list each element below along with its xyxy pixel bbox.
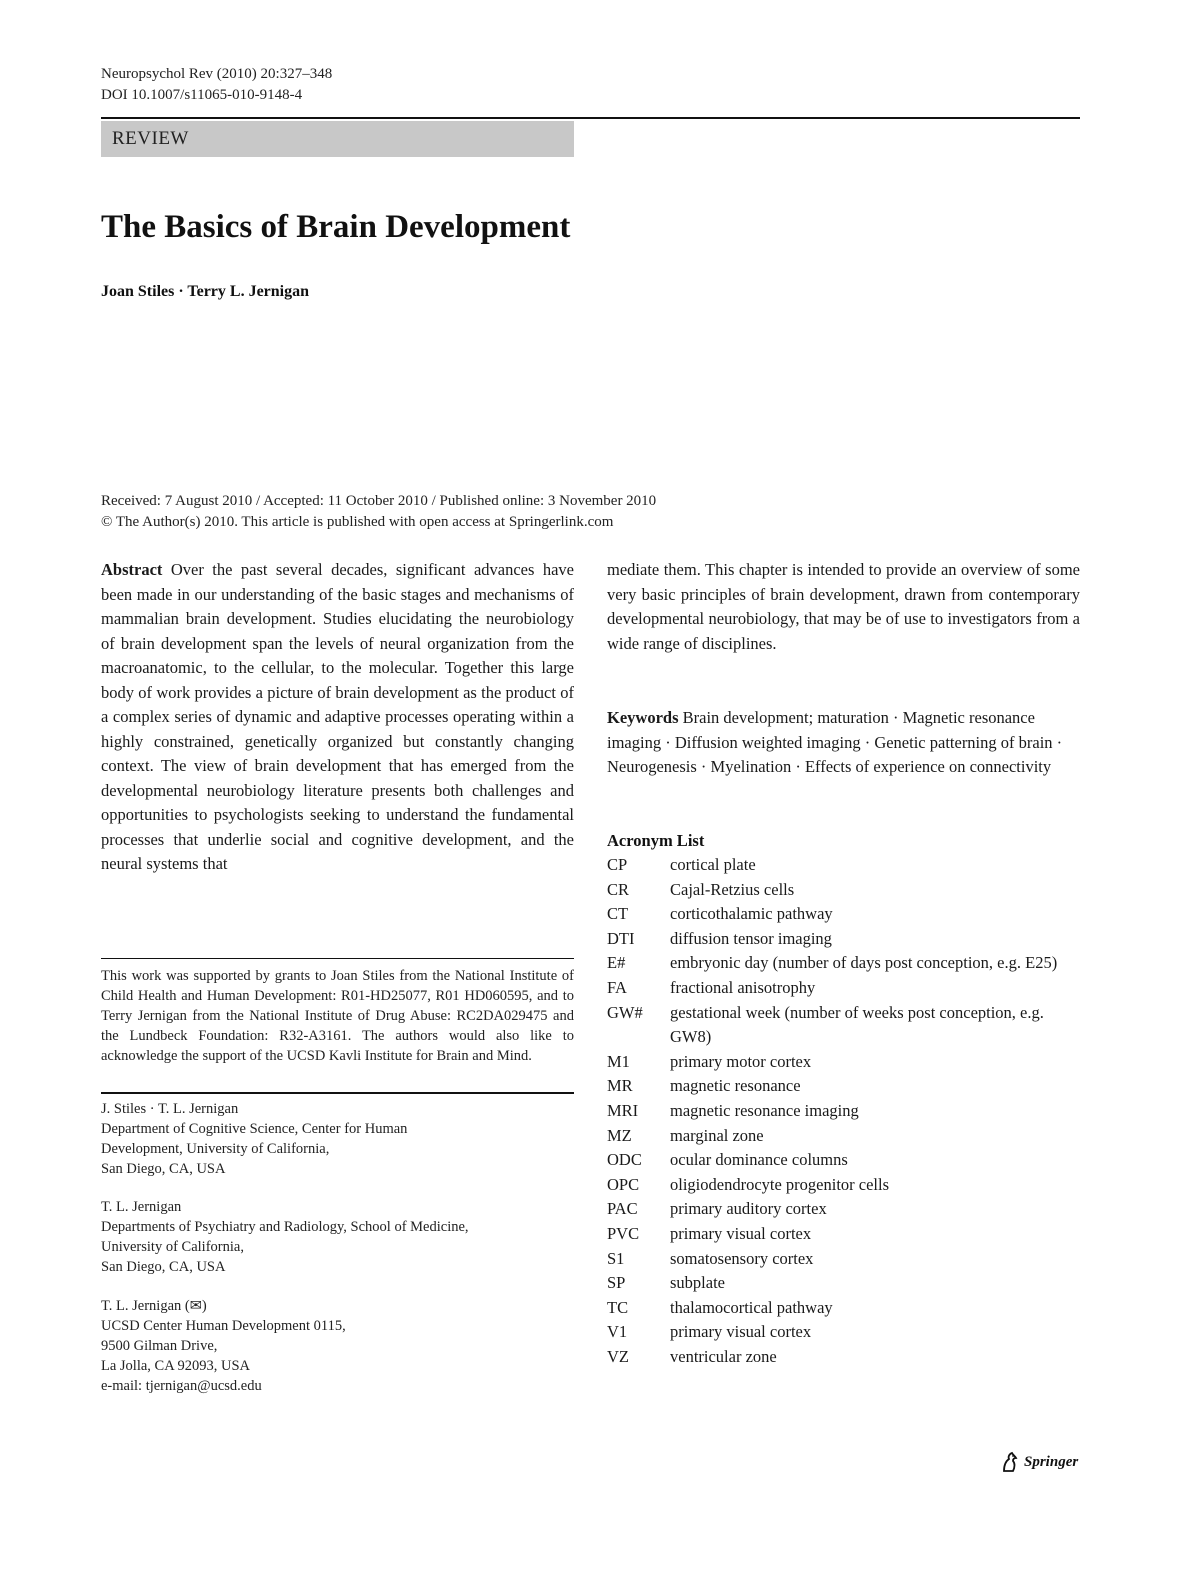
acronym-definition: magnetic resonance: [670, 1076, 801, 1096]
acronym-row: [607, 878, 1080, 903]
acronym-definition: fractional anisotrophy: [670, 977, 816, 997]
acronym-definition: diffusion tensor imaging: [670, 928, 832, 948]
acronym: M1: [607, 1051, 630, 1071]
acronym: MR: [607, 1076, 633, 1096]
affiliation-3: [101, 1296, 346, 1396]
abstract-left-column: [101, 558, 574, 877]
acronym-row: [607, 1320, 1080, 1345]
publisher-logo: [1000, 1451, 1078, 1473]
journal-doi: DOI 10.1007/s11065-010-9148-4: [101, 87, 303, 103]
acronym: ODC: [607, 1150, 642, 1170]
abstract-label: Abstract: [101, 560, 163, 579]
acronym-definition: primary motor cortex: [670, 1051, 812, 1071]
affiliation-1: [101, 1099, 407, 1179]
affiliation-2: [101, 1197, 469, 1277]
acronym-row: [607, 1001, 1080, 1050]
acronym-row: [607, 1296, 1080, 1321]
acronym-row: [607, 1345, 1080, 1370]
acronym-definition: somatosensory cortex: [670, 1248, 814, 1268]
received-accepted-dates: Received: 7 August 2010 / Accepted: 11 October 2010 / Published online: 3 November 2010: [101, 493, 657, 509]
acronym-definition: cortical plate: [670, 855, 756, 874]
header-rule: [101, 117, 1080, 119]
acronym-definition: thalamocortical pathway: [670, 1297, 833, 1317]
article-title: The Basics of Brain Development: [101, 209, 571, 245]
acronym-row: [607, 1124, 1080, 1149]
acronym-row: [607, 1271, 1080, 1296]
abstract-text: Over the past several decades, significant advances have been made in our understanding of the basic stages and mechanisms of mammalian brain development. Studies elucidating the neurobiology of brain development span the levels of neural organization from the macroanatomic, to the cellular, to the molecular. Together this large body of work provides a picture of brain development as the product of a complex series of dynamic and adaptive processes operating within a highly constrained, genetically organized but constantly changing context. The view of brain development that has emerged from the developmental neurobiology literature presents both challenges and opportunities to psychologists seeking to understand the fundamental processes that underlie social and cognitive development, and the neural systems that: [101, 560, 575, 873]
acronym: V1: [607, 1322, 628, 1342]
acronym: GW#: [607, 1002, 643, 1022]
acronym-row: [607, 902, 1080, 927]
acronym: FA: [607, 977, 627, 997]
affiliation-line: UCSD Center Human Development 0115,: [101, 1318, 346, 1334]
journal-citation: [101, 64, 332, 106]
acronym: CP: [607, 855, 628, 874]
acronym-definition: Cajal-Retzius cells: [670, 879, 795, 899]
publication-dates: [101, 491, 656, 533]
acronym: TC: [607, 1297, 629, 1317]
copyright-notice: © The Author(s) 2010. This article is published with open access at Springerlink.com: [101, 514, 614, 530]
acronym: VZ: [607, 1346, 629, 1366]
affiliation-line: J. Stiles · T. L. Jernigan: [101, 1101, 239, 1117]
acronym-definition: subplate: [670, 1273, 725, 1293]
publisher-name: Springer: [1024, 1453, 1079, 1470]
affiliation-line: T. L. Jernigan (✉): [101, 1298, 207, 1314]
acronym-definition: ventricular zone: [670, 1346, 777, 1366]
affiliation-line: University of California,: [101, 1239, 244, 1255]
acronym-list: [607, 853, 1080, 1369]
acronym-row: [607, 951, 1080, 976]
keywords: [607, 706, 1080, 780]
affiliation-line: San Diego, CA, USA: [101, 1161, 226, 1177]
affiliation-line: T. L. Jernigan: [101, 1199, 182, 1215]
keywords-text: Brain development; maturation · Magnetic resonance imaging · Diffusion weighted imaging · Genetic patterning of brain · Neurogenesis · Myelination · Effects of experience on connectivity: [607, 708, 1063, 776]
acronym: SP: [607, 1273, 626, 1293]
acronym: DTI: [607, 928, 635, 948]
acronym-row: [607, 1247, 1080, 1272]
affiliation-line: La Jolla, CA 92093, USA: [101, 1358, 251, 1374]
acronym-row: [607, 853, 1080, 878]
acronym-definition: corticothalamic pathway: [670, 904, 833, 924]
acronym: OPC: [607, 1174, 640, 1194]
acronym-definition: primary visual cortex: [670, 1223, 812, 1243]
acronym-row: [607, 1050, 1080, 1075]
acronym-row: [607, 927, 1080, 952]
acronym-definition: gestational week (number of weeks post conception, e.g. GW8): [670, 1002, 1044, 1047]
acronym-definition: primary auditory cortex: [670, 1199, 827, 1219]
article-authors: Joan Stiles · Terry L. Jernigan: [101, 283, 310, 300]
acronym: MRI: [607, 1100, 639, 1120]
section-label: REVIEW: [112, 128, 189, 149]
acronym-row: [607, 1197, 1080, 1222]
acronym: S1: [607, 1248, 625, 1268]
springer-horse-icon: [1000, 1451, 1020, 1473]
acronym-definition: ocular dominance columns: [670, 1150, 848, 1170]
acronym: E#: [607, 953, 626, 973]
funding-footnote: This work was supported by grants to Joan Stiles from the National Institute of Child Health and Human Development: R01-HD25077, R01 HD060595, and to Terry Jernigan from the National Institute of Drug Abuse: RC2DA029475 and the Lundbeck Foundation: R32-A3161. The authors would also like to acknowledge the support of the UCSD Kavli Institute for Brain and Mind.: [101, 968, 574, 1064]
acronym: PAC: [607, 1199, 638, 1219]
affiliation-line: 9500 Gilman Drive,: [101, 1338, 218, 1354]
journal-volume: Neuropsychol Rev (2010) 20:327–348: [101, 66, 333, 82]
acronym-definition: marginal zone: [670, 1125, 764, 1145]
acronym: PVC: [607, 1223, 640, 1243]
affiliation-line: Departments of Psychiatry and Radiology, School of Medicine,: [101, 1219, 469, 1235]
abstract-right-column: mediate them. This chapter is intended to provide an overview of some very basic principles of brain development, drawn from contemporary developmental neurobiology, that may be of use to investigators from a wide range of disciplines.: [607, 560, 1080, 653]
acronym-row: [607, 1074, 1080, 1099]
acronym: CR: [607, 879, 630, 899]
affiliation-line: San Diego, CA, USA: [101, 1259, 226, 1275]
email-link[interactable]: e-mail: tjernigan@ucsd.edu: [101, 1378, 262, 1394]
acronym-definition: magnetic resonance imaging: [670, 1100, 859, 1120]
acronym-definition: primary visual cortex: [670, 1322, 812, 1342]
acronym-row: [607, 1173, 1080, 1198]
keywords-label: Keywords: [607, 708, 679, 727]
acronym-row: [607, 1148, 1080, 1173]
affiliation-line: Development, University of California,: [101, 1141, 330, 1157]
footnote-rule: [101, 958, 574, 959]
acronym: CT: [607, 904, 629, 924]
acronym-definition: embryonic day (number of days post conception, e.g. E25): [670, 953, 1058, 973]
acronym-list-title: Acronym List: [607, 831, 705, 850]
affiliation-rule: [101, 1092, 574, 1094]
acronym: MZ: [607, 1125, 632, 1145]
acronym-definition: oligiodendrocyte progenitor cells: [670, 1174, 890, 1194]
acronym-row: [607, 976, 1080, 1001]
affiliation-line: Department of Cognitive Science, Center for Human: [101, 1121, 408, 1137]
acronym-row: [607, 1222, 1080, 1247]
acronym-row: [607, 1099, 1080, 1124]
